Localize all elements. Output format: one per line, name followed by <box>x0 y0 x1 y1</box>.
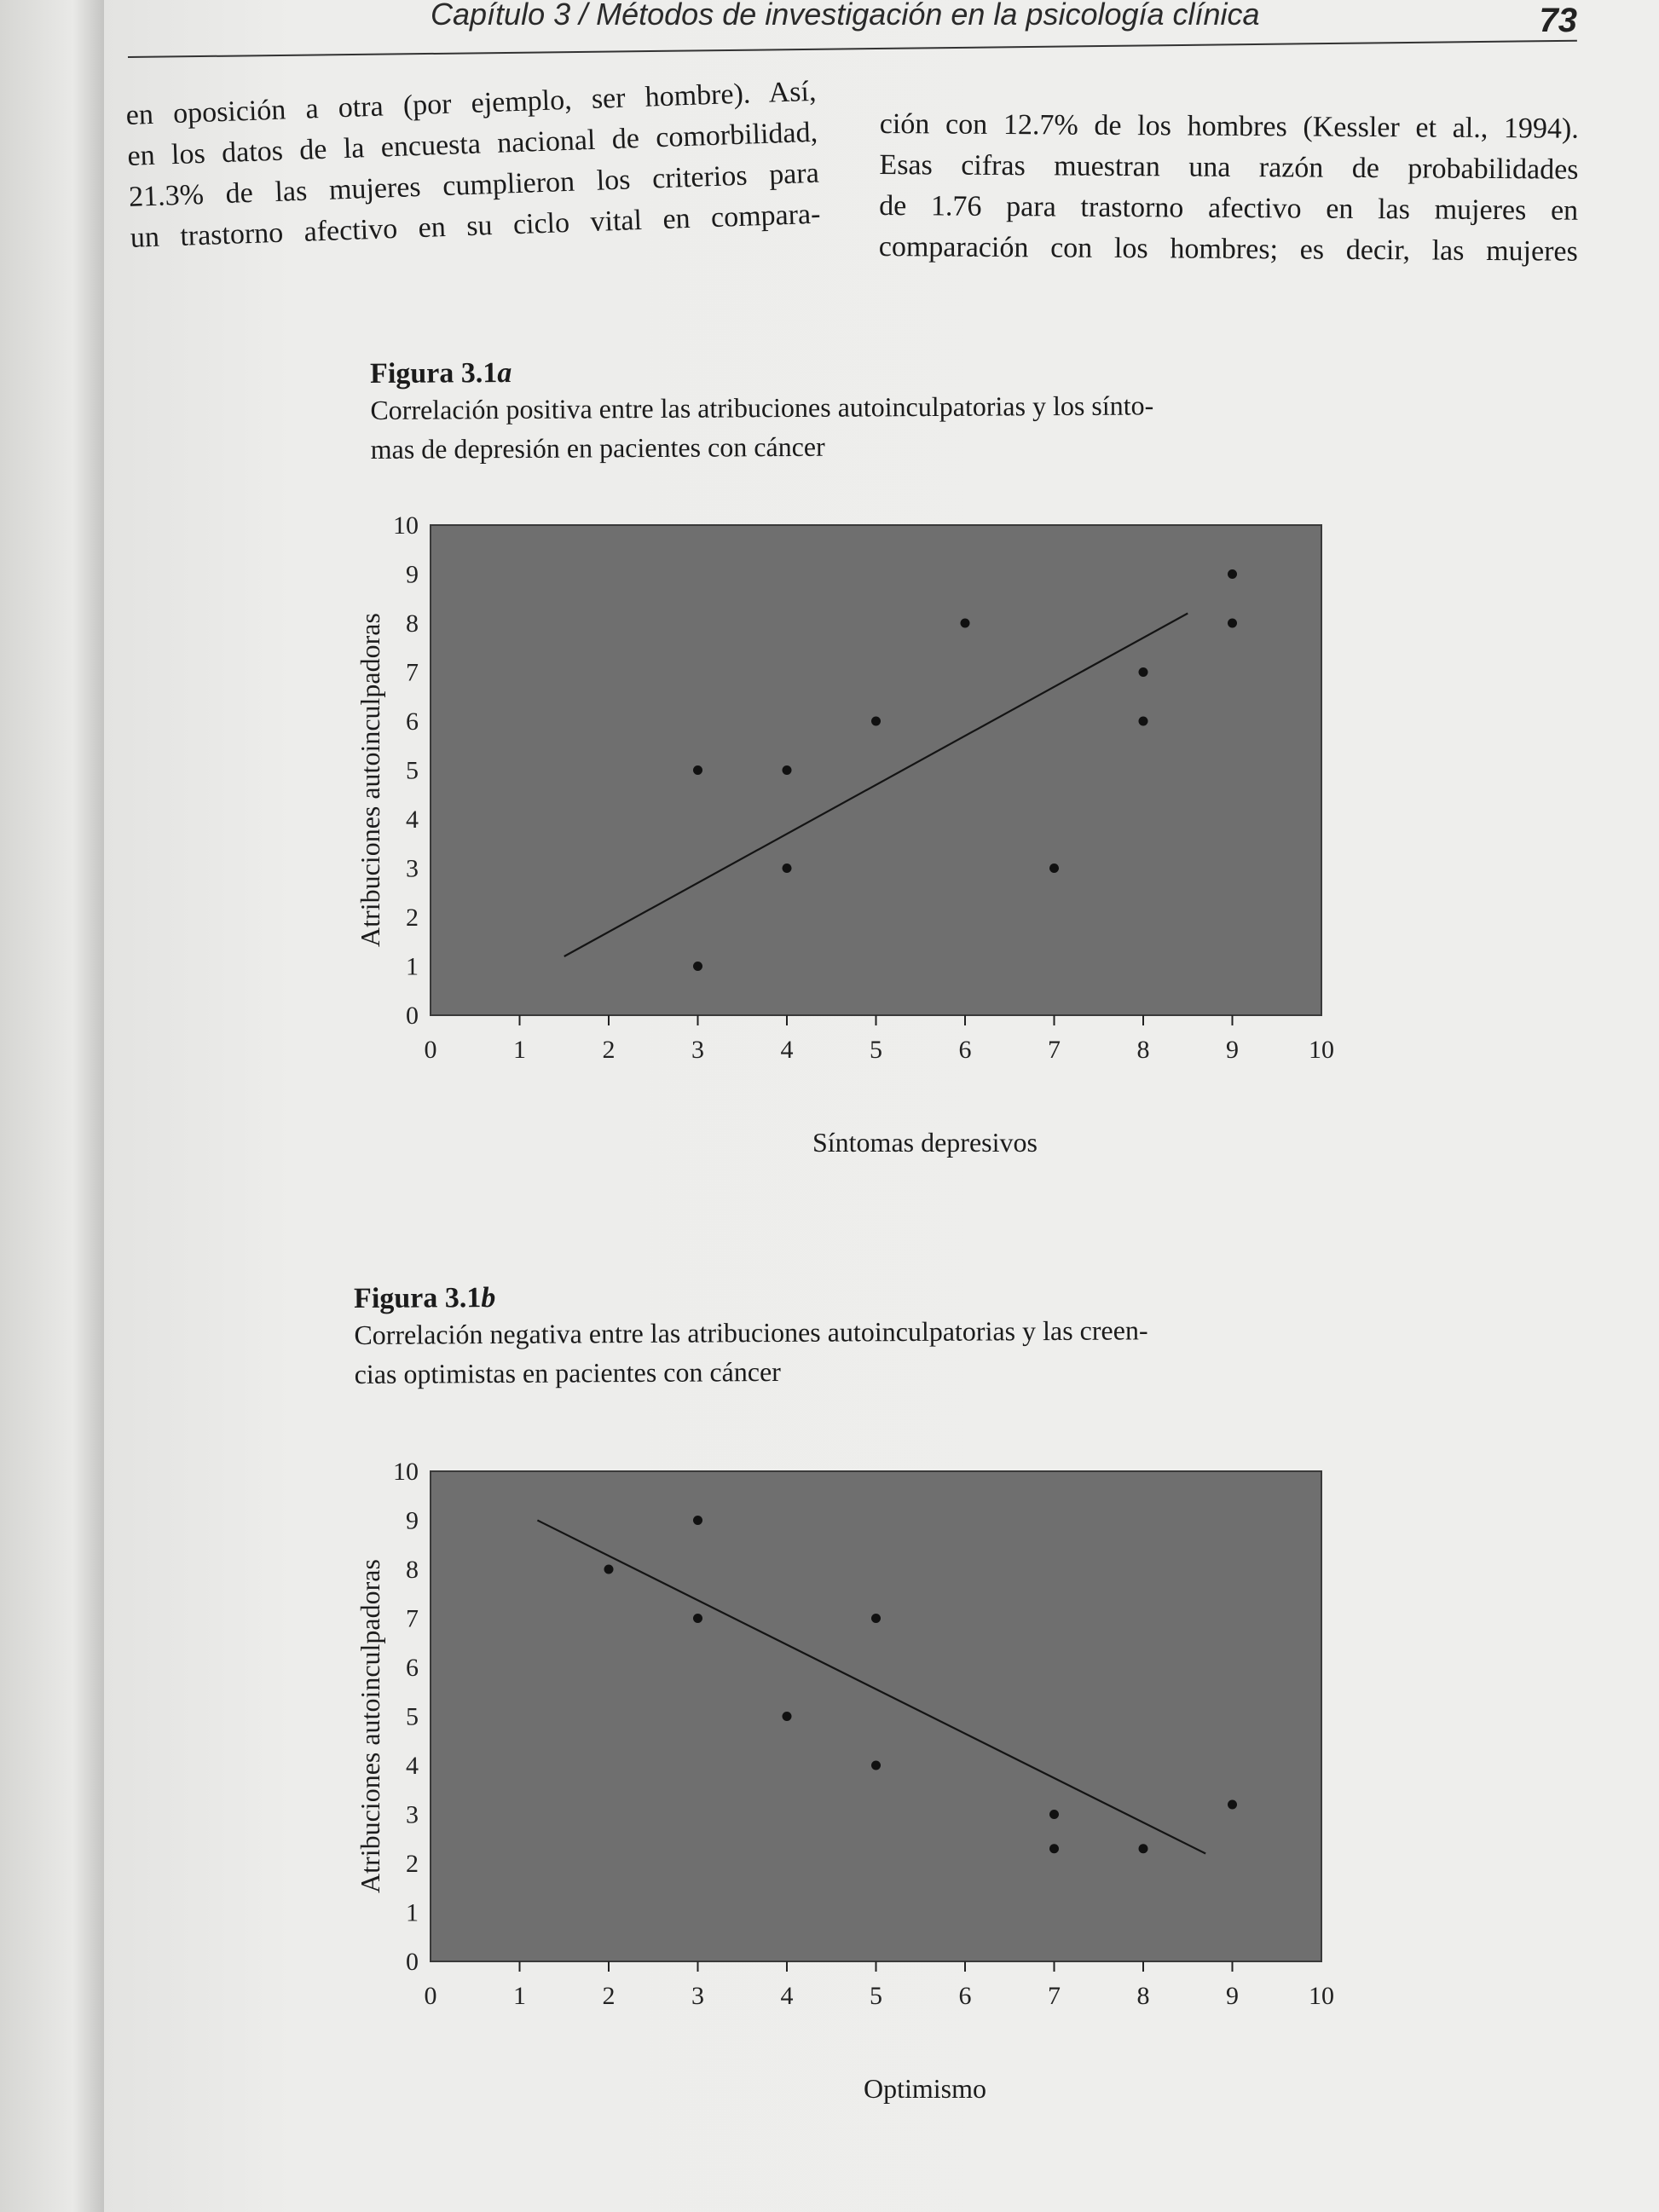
y-tick-label: 7 <box>406 658 419 687</box>
text-line: de 1.76 para trastorno afectivo en las mujeres en <box>879 189 1579 227</box>
page-number: 73 <box>1539 2 1577 39</box>
data-point <box>693 1614 702 1623</box>
text-column-right <box>879 104 1579 273</box>
data-point <box>961 619 970 628</box>
x-axis-title: Optimismo <box>863 2073 986 2104</box>
y-tick-label: 5 <box>406 1702 419 1731</box>
x-tick-label: 6 <box>958 1036 972 1064</box>
x-tick-label: 9 <box>1226 1982 1239 2010</box>
data-point <box>871 1614 881 1623</box>
x-tick-label: 3 <box>691 1036 704 1064</box>
data-point <box>1139 1844 1148 1853</box>
running-title: Capítulo 3 / Métodos de investigación en la psicología clínica <box>431 0 1260 32</box>
data-point <box>1228 1800 1237 1810</box>
y-tick-label: 0 <box>406 1002 419 1030</box>
x-tick-label: 4 <box>780 1036 794 1064</box>
figure-label-suffix: b <box>481 1281 496 1314</box>
y-axis-title: Atribuciones autoinculpadoras <box>355 613 385 947</box>
y-axis-title: Atribuciones autoinculpadoras <box>355 1559 385 1893</box>
data-point <box>693 1516 702 1525</box>
y-tick-label: 8 <box>406 1556 419 1584</box>
y-tick-label: 6 <box>406 707 419 736</box>
y-tick-label: 2 <box>406 904 419 932</box>
x-tick-label: 0 <box>424 1982 437 2010</box>
figure-label-suffix: a <box>497 356 512 390</box>
text-line: ción con 12.7% de los hombres (Kessler et al., 1994). <box>879 107 1579 145</box>
figure-label-prefix: Figura 3.1 <box>370 357 498 390</box>
x-tick-label: 2 <box>602 1982 616 2010</box>
text-column-left <box>125 72 821 259</box>
x-tick-label: 10 <box>1309 1036 1334 1064</box>
data-point <box>1228 619 1237 628</box>
figure-3-1a <box>370 352 1326 469</box>
y-tick-label: 3 <box>406 1800 419 1829</box>
plot-area <box>431 1471 1321 1961</box>
book-spine <box>0 0 104 2212</box>
data-point <box>693 962 702 971</box>
scatter-chart-positive <box>341 503 1373 1185</box>
y-tick-label: 5 <box>406 756 419 785</box>
y-tick-label: 4 <box>406 1752 419 1780</box>
y-tick-label: 1 <box>406 1898 419 1927</box>
x-tick-label: 7 <box>1048 1036 1061 1064</box>
x-tick-label: 3 <box>691 1982 704 2010</box>
y-tick-label: 4 <box>406 806 419 834</box>
y-tick-label: 8 <box>406 609 419 638</box>
y-tick-label: 9 <box>406 560 419 589</box>
x-axis-title: Síntomas depresivos <box>812 1127 1038 1158</box>
data-point <box>783 765 792 775</box>
text-line: en los datos de la encuesta nacional de comorbilidad, <box>126 116 818 172</box>
y-tick-label: 3 <box>406 854 419 883</box>
data-point <box>1139 717 1148 726</box>
data-point <box>871 1761 881 1770</box>
data-point <box>604 1565 614 1574</box>
plot-area <box>431 525 1321 1015</box>
x-tick-label: 8 <box>1136 1982 1150 2010</box>
x-tick-label: 7 <box>1048 1982 1061 2010</box>
x-tick-label: 8 <box>1136 1036 1150 1064</box>
x-tick-label: 1 <box>513 1036 526 1064</box>
y-tick-label: 9 <box>406 1506 419 1535</box>
data-point <box>783 863 792 873</box>
x-tick-label: 5 <box>870 1036 882 1064</box>
x-tick-label: 9 <box>1226 1036 1239 1064</box>
x-tick-label: 5 <box>870 1982 882 2010</box>
scatter-chart-negative <box>341 1449 1373 2131</box>
data-point <box>871 717 881 726</box>
figure-3-1b <box>354 1277 1309 1394</box>
x-tick-label: 10 <box>1309 1982 1334 2010</box>
data-point <box>1049 1844 1059 1853</box>
text-line: 21.3% de las mujeres cumplieron los criterios para <box>128 157 820 213</box>
data-point <box>693 765 702 775</box>
x-tick-label: 6 <box>958 1982 972 2010</box>
text-line: comparación con los hombres; es decir, las mujeres <box>878 230 1578 268</box>
x-tick-label: 1 <box>513 1982 526 2010</box>
text-line: Esas cifras muestran una razón de probabilidades <box>879 148 1579 186</box>
data-point <box>1228 569 1237 579</box>
data-point <box>1049 1810 1059 1819</box>
y-tick-label: 0 <box>406 1948 419 1976</box>
text-line: un trastorno afectivo en su ciclo vital en compara- <box>130 198 821 254</box>
y-tick-label: 10 <box>393 511 419 540</box>
figure-caption: Correlación positiva entre las atribuciones autoinculpatorias y los sínto- mas de depresión en pacientes con cáncer <box>370 390 1154 465</box>
x-tick-label: 0 <box>424 1036 437 1064</box>
data-point <box>1139 667 1148 677</box>
y-tick-label: 10 <box>393 1458 419 1486</box>
data-point <box>783 1712 792 1721</box>
y-tick-label: 1 <box>406 952 419 981</box>
y-tick-label: 2 <box>406 1850 419 1878</box>
text-line: en oposición a otra (por ejemplo, ser hombre). Así, <box>125 75 817 131</box>
y-tick-label: 6 <box>406 1654 419 1682</box>
y-tick-label: 7 <box>406 1604 419 1633</box>
x-tick-label: 2 <box>602 1036 616 1064</box>
figure-label-prefix: Figura 3.1 <box>354 1282 482 1314</box>
x-tick-label: 4 <box>780 1982 794 2010</box>
data-point <box>1049 863 1059 873</box>
figure-caption: Correlación negativa entre las atribuciones autoinculpatorias y las creen- cias optimistas en pacientes con cáncer <box>354 1314 1148 1389</box>
